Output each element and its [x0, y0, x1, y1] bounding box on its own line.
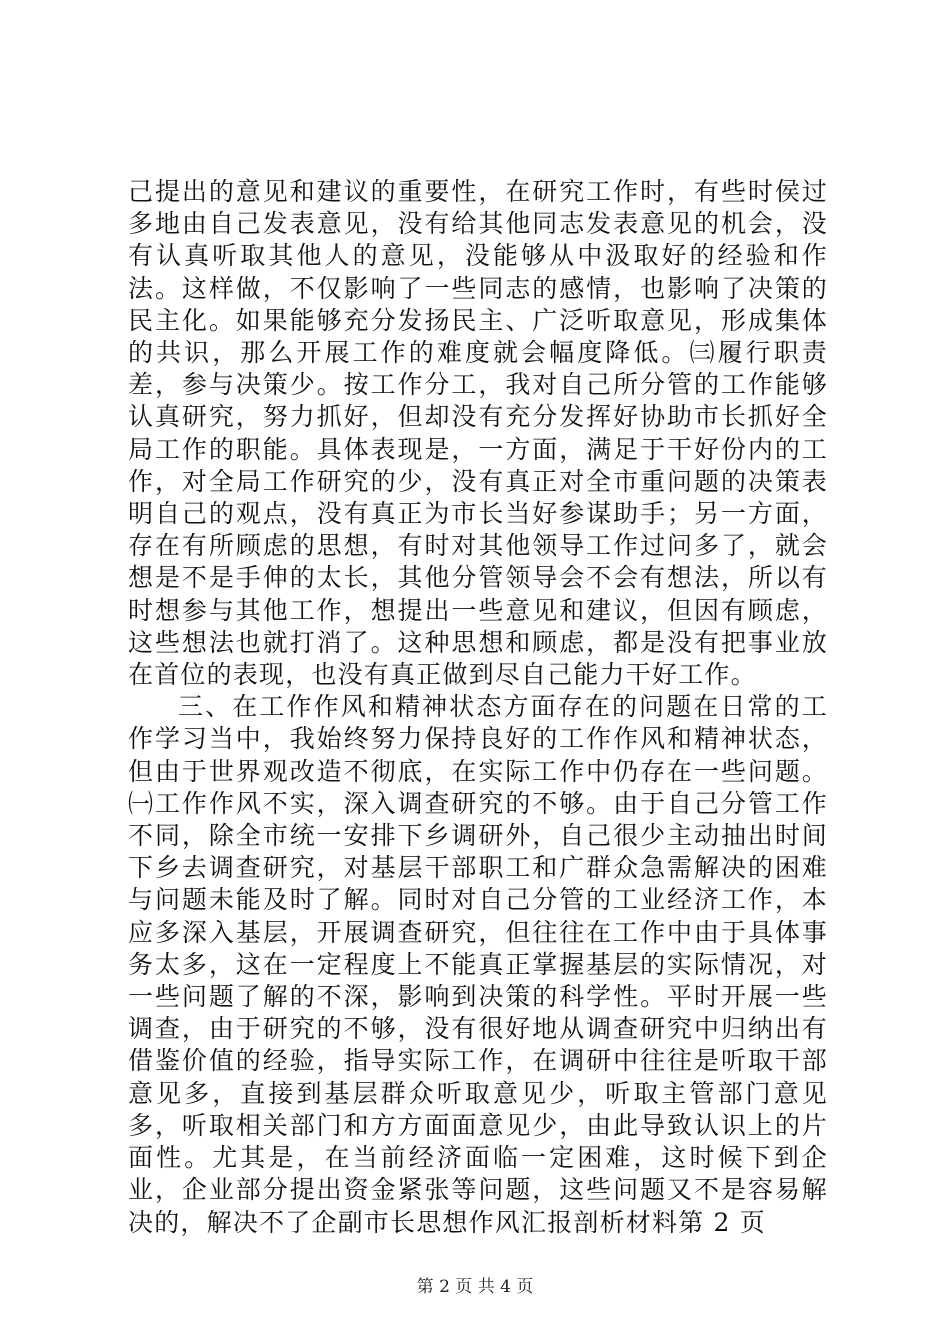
paragraph-section-three: 三、在工作作风和精神状态方面存在的问题在日常的工作学习当中，我始终努力保持良好的工作作风和精神状态，但由于世界观改造不彻底，在实际工作中仍存在一些问题。㈠工作作风不实，深入调查研究的不够。由于自己分管工作不同，除全市统一安排下乡调研外，自己很少主动抽出时间下乡去调查研究，对基层干部职工和广群众急需解决的困难与问题未能及时了解。同时对自己分管的工业经济工作，本应多深入基层，开展调查研究，但往往在工作中由于具体事务太多，这在一定程度上不能真正掌握基层的实际情况，对一些问题了解的不深，影响到决策的科学性。平时开展一些调查，由于研究的不够，没有很好地从调查研究中归纳出有借鉴价值的经验，指导实际工作，在调研中往往是听取干部意见多，直接到基层群众听取意见少，听取主管部门意见多，听取相关部门和方方面面意见少，由此导致认识上的片面性。尤其是，在当前经济面临一定困难，这时候下到企业，企业部分提出资金紧张等问题，这些问题又不是容易解决的，解决不了企副市长思想作风汇报剖析材料第 2 页 — [128, 692, 828, 1237]
paragraph-continuation: 己提出的意见和建议的重要性，在研究工作时，有些时侯过多地由自己发表意见，没有给其他同志发表意见的机会，没有认真听取其他人的意见，没能够从中汲取好的经验和作法。这样做，不仅影响了一些同志的感情，也影响了决策的民主化。如果能够充分发扬民主、广泛听取意见，形成集体的共识，那么开展工作的难度就会幅度降低。㈢履行职责差，参与决策少。按工作分工，我对自己所分管的工作能够认真研究，努力抓好，但却没有充分发挥好协助市长抓好全局工作的职能。具体表现是，一方面，满足于干好份内的工作，对全局工作研究的少，没有真正对全市重问题的决策表明自己的观点，没有真正为市长当好参谋助手；另一方面，存在有所顾虑的思想，有时对其他领导工作过问多了，就会想是不是手伸的太长，其他分管领导会不会有想法，所以有时想参与其他工作，想提出一些意见和建议，但因有顾虑，这些想法也就打消了。这种思想和顾虑，都是没有把事业放在首位的表现，也没有真正做到尽自己能力干好工作。 — [128, 177, 828, 690]
page-footer: 第 2 页 共 4 页 — [416, 1277, 534, 1297]
document-body — [128, 176, 828, 1239]
